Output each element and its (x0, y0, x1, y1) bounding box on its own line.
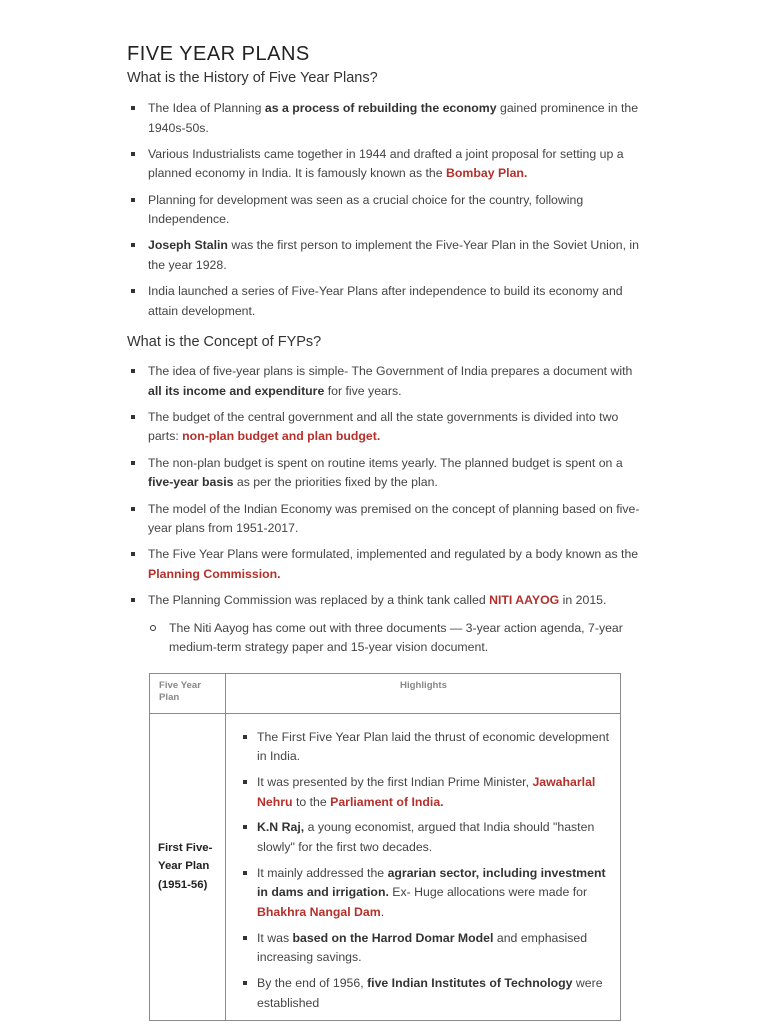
concept-sublist (127, 619, 647, 658)
list-item: The Planning Commission was replaced by a think tank called NITI AAYOG in 2015. (127, 591, 647, 611)
list-item: The budget of the central government and all the state governments is divided into two parts: non-plan budget and plan budget. (127, 408, 647, 447)
link-niti-aayog[interactable]: NITI AAYOG (489, 593, 560, 608)
link-bhakhra-nangal-dam[interactable]: Bhakhra Nangal Dam (257, 904, 381, 919)
highlights-list (234, 728, 610, 1013)
document (127, 40, 647, 1021)
list-item: It was presented by the first Indian Prime Minister, Jawaharlal Nehru to the Parliament of India. (234, 773, 610, 812)
table-header-row (150, 673, 621, 713)
list-item: The Idea of Planning as a process of rebuilding the economy gained prominence in the 1940s-50s. (127, 99, 647, 138)
plan-name-cell: First Five-Year Plan (1951-56) (150, 713, 226, 1020)
link-plan-budget[interactable]: non-plan budget and plan budget. (182, 429, 381, 444)
table-row (150, 713, 621, 1020)
list-item: Joseph Stalin was the first person to implement the Five-Year Plan in the Soviet Union, in the year 1928. (127, 236, 647, 275)
concept-heading: What is the Concept of FYPs? (127, 334, 322, 351)
concept-list (127, 362, 647, 610)
list-item: The First Five Year Plan laid the thrust of economic development in India. (234, 728, 610, 767)
list-item: India launched a series of Five-Year Plans after independence to build its economy and attain development. (127, 282, 647, 321)
list-item: It mainly addressed the agrarian sector, including investment in dams and irrigation. Ex- Huge allocations were made for Bhakhra Nangal Dam. (234, 864, 610, 923)
link-planning-commission[interactable]: Planning Commission. (148, 566, 281, 581)
list-item: Planning for development was seen as a crucial choice for the country, following Independence. (127, 191, 647, 230)
plans-table (149, 673, 621, 1021)
highlights-cell (226, 713, 621, 1020)
list-item: By the end of 1956, five Indian Institutes of Technology were established (234, 974, 610, 1013)
page-title: FIVE YEAR PLANS (127, 43, 310, 65)
link-jawaharlal-nehru[interactable]: Jawaharlal Nehru (257, 775, 596, 809)
list-item: K.N Raj, a young economist, argued that India should "hasten slowly" for the first two decades. (234, 818, 610, 857)
col-header-plan: Five Year Plan (150, 673, 226, 713)
link-parliament-of-india[interactable]: Parliament of India. (330, 794, 444, 809)
list-item: The model of the Indian Economy was premised on the concept of planning based on five-year plans from 1951-2017. (127, 500, 647, 539)
col-header-highlights: Highlights (226, 673, 621, 713)
list-item: The Five Year Plans were formulated, implemented and regulated by a body known as the Planning Commission. (127, 545, 647, 584)
list-item: The idea of five-year plans is simple- The Government of India prepares a document with all its income and expenditure for five years. (127, 362, 647, 401)
sub-list-item: The Niti Aayog has come out with three documents — 3-year action agenda, 7-year medium-term strategy paper and 15-year vision document. (148, 619, 647, 658)
list-item: Various Industrialists came together in 1944 and drafted a joint proposal for setting up a planned economy in India. It is famously known as the Bombay Plan. (127, 145, 647, 184)
link-bombay-plan[interactable]: Bombay Plan. (446, 166, 528, 181)
history-heading: What is the History of Five Year Plans? (127, 70, 378, 86)
list-item: The non-plan budget is spent on routine items yearly. The planned budget is spent on a five-year basis as per the priorities fixed by the plan. (127, 454, 647, 493)
list-item: It was based on the Harrod Domar Model and emphasised increasing savings. (234, 929, 610, 968)
history-list (127, 99, 647, 321)
